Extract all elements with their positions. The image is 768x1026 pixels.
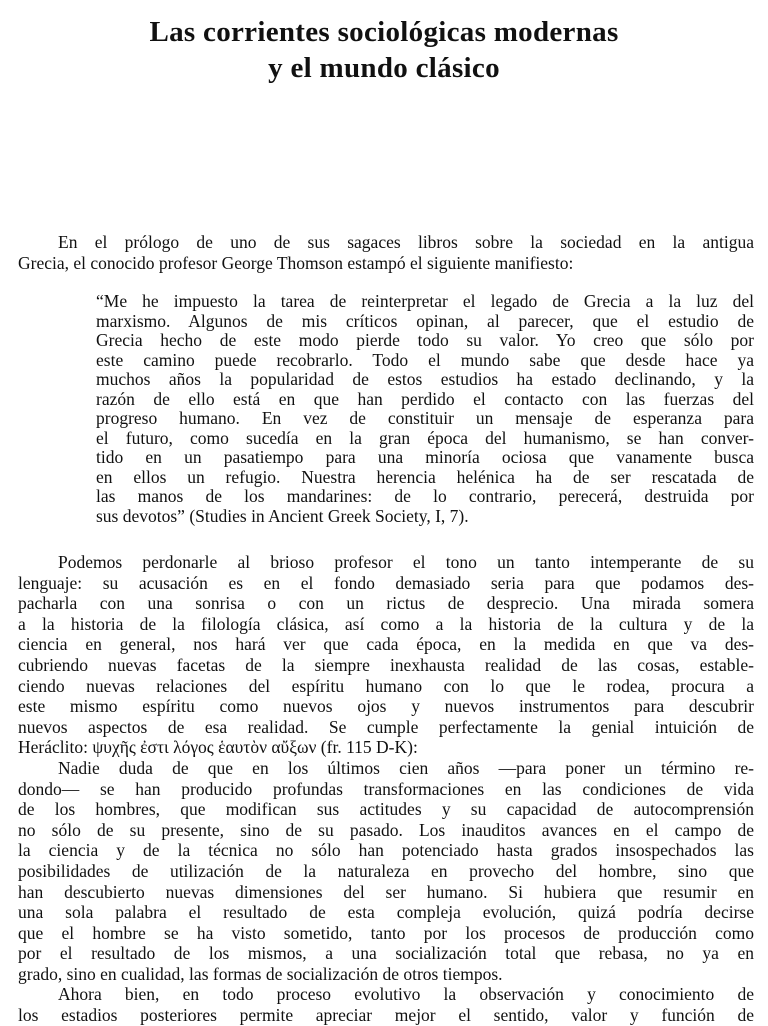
text-line: Nadie duda de que en los últimos cien años —para poner un término re-: [58, 757, 754, 778]
text-line: por el resultado de los mismos, a una socialización total que rebasa, no ya en: [18, 943, 754, 964]
text-line: Ahora bien, en todo proceso evolutivo la observación y conocimiento de: [58, 984, 754, 1005]
text-line: no sólo de su presente, sino de su pasado. Los inauditos avances en el campo de: [18, 819, 754, 840]
text-line: nuevos aspectos de esa realidad. Se cumple perfectamente la genial intuición de: [18, 716, 754, 737]
quote-line: este camino puede recobrarlo. Todo el mundo sabe que desde hace ya: [96, 349, 754, 370]
text-line: que el hombre se ha visto sometido, tanto por los procesos de producción como: [18, 922, 754, 943]
text-line: Podemos perdonarle al brioso profesor el tono un tanto intemperante de su: [58, 552, 754, 572]
text-line: grado, sino en cualidad, las formas de socialización de otros tiempos.: [18, 963, 503, 984]
chapter-title: [0, 14, 768, 86]
quote-line: tido en un pasatiempo para una minoría ociosa que vanamente busca: [96, 447, 754, 467]
text-line: pacharla con una sonrisa o con un rictus de desprecio. Una mirada somera: [18, 593, 754, 614]
text-line: este mismo espíritu como nuevos ojos y nuevos instrumentos para descubrir: [18, 696, 754, 717]
text-line: Grecia, el conocido profesor George Thomson estampó el siguiente manifiesto:: [18, 252, 574, 273]
main-text: [18, 552, 754, 1026]
text-line: una sola palabra el resultado de esta compleja evolución, quizá podría decirse: [18, 902, 754, 923]
quote-line: “Me he impuesto la tarea de reinterpretar el legado de Grecia a la luz del: [96, 291, 754, 311]
quote-line: marxismo. Algunos de mis críticos opinan, al parecer, que el estudio de: [96, 310, 754, 331]
text-line: han descubierto nuevas dimensiones del ser humano. Si hubiera que resumir en: [18, 881, 754, 902]
text-line: de los hombres, que modifican sus actitudes y su capacidad de autocomprensión: [18, 799, 754, 820]
text-line: Heráclito: ψυχῆς ἐστι λόγος ἑαυτὸν αὔξων (fr. 115 D-K):: [18, 737, 418, 758]
block-quote: [96, 292, 754, 526]
quote-line: Grecia hecho de este modo pierde todo su valor. Yo creo que sólo por: [96, 330, 754, 350]
quote-line: progreso humano. En vez de constituir un mensaje de esperanza para: [96, 408, 754, 428]
intro-paragraph: [18, 232, 754, 273]
text-line: ciendo nuevas relaciones del espíritu humano con lo que le rodea, procura a: [18, 675, 754, 696]
text-line: dondo— se han producido profundas transformaciones en las condiciones de vida: [18, 778, 754, 799]
text-line: los estadios posteriores permite apreciar mejor el sentido, valor y función de: [18, 1005, 754, 1026]
title-line-1: Las corrientes sociológicas modernas: [149, 16, 619, 48]
quote-line: en ellos un refugio. Nuestra herencia helénica ha de ser rescatada de: [96, 466, 754, 487]
text-line: la ciencia y de la técnica no sólo han potenciado hasta grados insospechados las: [18, 840, 754, 861]
quote-line: razón de ello está en que han perdido el contacto con las fuerzas del: [96, 388, 754, 409]
quote-line: las manos de los mandarines: de lo contrario, perecerá, destruida por: [96, 486, 754, 506]
text-line: posibilidades de utilización de la naturaleza en provecho del hombre, sino que: [18, 860, 754, 881]
text-line: lenguaje: su acusación es en el fondo demasiado seria para que podamos des-: [18, 572, 754, 593]
text-line: cubriendo nuevas facetas de la siempre inexhausta realidad de las cosas, estable-: [18, 654, 754, 675]
text-line: En el prólogo de uno de sus sagaces libros sobre la sociedad en la antigua: [58, 232, 754, 252]
quote-line: sus devotos” (Studies in Ancient Greek Society, I, 7).: [96, 505, 469, 526]
text-line: a la historia de la filología clásica, así como a la historia de la cultura y de la: [18, 613, 754, 634]
quote-line: muchos años la popularidad de estos estudios ha estado declinando, y la: [96, 369, 754, 389]
quote-line: el futuro, como sucedía en la gran época del humanismo, se han conver-: [96, 427, 754, 448]
title-line-2: y el mundo clásico: [268, 52, 500, 84]
text-line: ciencia en general, nos hará ver que cada época, en la medida en que va des-: [18, 634, 754, 655]
